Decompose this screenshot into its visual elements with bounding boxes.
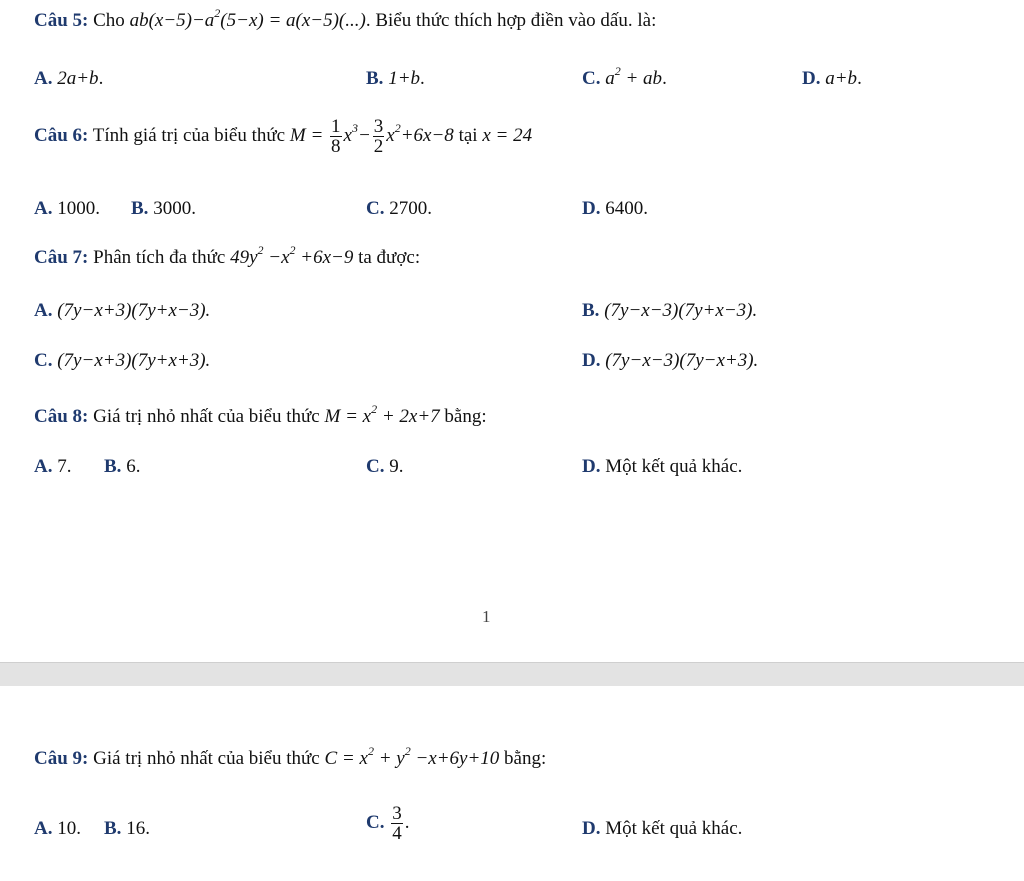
question-label: Câu 8:: [34, 406, 89, 427]
question-text-tail: ta được:: [358, 247, 421, 268]
question-text: Tính giá trị của biểu thức: [92, 124, 286, 146]
option-b[interactable]: B. 3000.: [131, 198, 196, 219]
option-c[interactable]: C. (7y−x+3)(7y+x+3).: [34, 350, 211, 371]
question-text-tail: bằng:: [504, 748, 547, 769]
option-c[interactable]: C. 9.: [366, 456, 404, 477]
question-text: Cho: [93, 10, 125, 31]
question-9: [34, 743, 547, 770]
option-a[interactable]: A. 7.: [34, 456, 72, 477]
option-b[interactable]: B. 1+b.: [366, 68, 425, 89]
fraction: $\frac{1}{8}$: [331, 116, 341, 157]
math-expression: M = $\frac{1}{8}$ $x^3-$ $\frac{3}{2}$ $x^2+6x-8$: [289, 116, 454, 157]
page-number: 1: [482, 607, 491, 626]
math-expression: $C = x^2 + y^2 -x+6y+10$: [324, 743, 500, 769]
option-d[interactable]: D. 6400.: [582, 198, 648, 219]
question-text-tail: . Biểu thức thích hợp điền vào dấu. là:: [365, 10, 657, 31]
document-page-2: [0, 686, 1024, 881]
question-8: [34, 401, 487, 428]
option-b[interactable]: B. 16.: [104, 818, 150, 839]
math-expression: $M = x^2 + 2x+7$: [324, 401, 440, 427]
option-a[interactable]: A. 1000.: [34, 198, 100, 219]
question-text: Giá trị nhỏ nhất của biểu thức: [93, 406, 320, 427]
option-a[interactable]: A. 10.: [34, 818, 81, 839]
question-label: Câu 7:: [34, 247, 89, 268]
option-a[interactable]: A. (7y−x+3)(7y+x−3).: [34, 300, 211, 321]
question-text: Phân tích đa thức: [93, 247, 226, 268]
option-d[interactable]: D. a+b.: [802, 68, 862, 89]
option-c[interactable]: C. $\frac{3}{4}$ .: [366, 803, 410, 844]
option-d[interactable]: D. Một kết quả khác.: [582, 456, 743, 477]
option-b[interactable]: B. (7y−x−3)(7y+x−3).: [582, 300, 758, 321]
question-7: [34, 242, 421, 269]
question-text-tail: bằng:: [444, 406, 487, 427]
option-c[interactable]: C. 2700.: [366, 198, 432, 219]
question-text: Giá trị nhỏ nhất của biểu thức: [93, 748, 320, 769]
page-separator: [0, 662, 1024, 687]
option-d[interactable]: D. Một kết quả khác.: [582, 818, 743, 839]
fraction: $\frac{3}{4}$: [392, 803, 402, 844]
question-label: Câu 6:: [34, 124, 89, 146]
question-label: Câu 9:: [34, 748, 89, 769]
fraction: $\frac{3}{2}$: [373, 116, 384, 157]
question-5: [34, 5, 657, 32]
question-label: Câu 5:: [34, 10, 89, 31]
option-b[interactable]: B. 6.: [104, 456, 141, 477]
math-expression: $49y^2 -x^2 +6x-9$: [230, 242, 354, 268]
math-expression: $ab(x-5)-a^2(5-x) = a(x-5)(...)$: [129, 5, 366, 31]
option-d[interactable]: D. (7y−x−3)(7y−x+3).: [582, 350, 759, 371]
question-6: Câu 6: Tính giá trị của biểu thức M = $\frac{1}{8}$ $x^3-$ $\frac{3}{2}$ $x^2+6x-8$ tại x = 24: [34, 116, 533, 157]
option-a[interactable]: A. 2a+b.: [34, 68, 104, 89]
option-c[interactable]: C. $a^2$ + ab.: [582, 63, 667, 89]
